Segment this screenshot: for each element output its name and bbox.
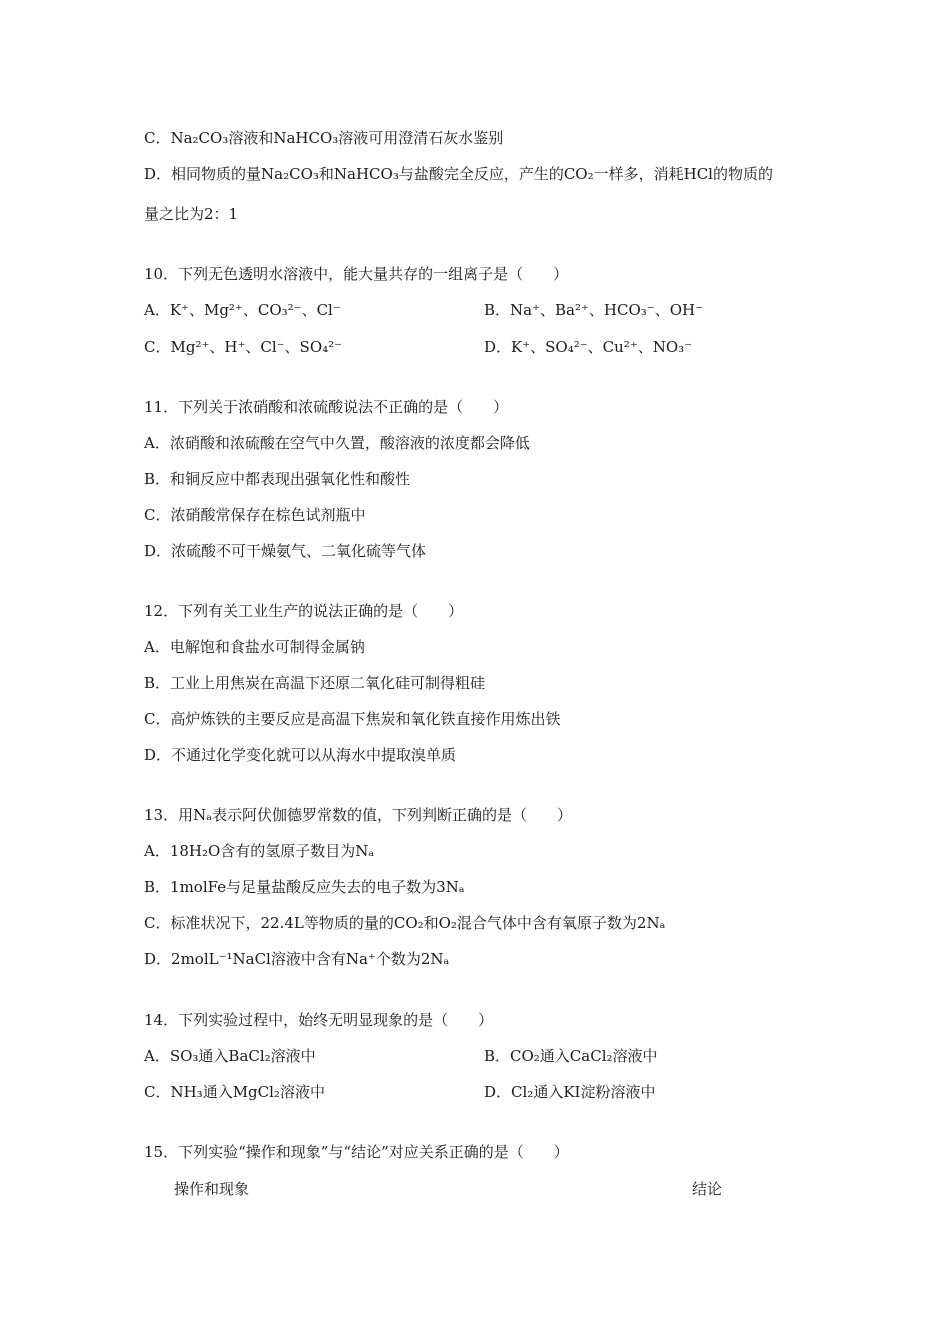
q13-option-a: A．18H₂O含有的氢原子数目为Nₐ <box>144 842 375 860</box>
q14-option-d: D．Cl₂通入KI淀粉溶液中 <box>484 1083 656 1101</box>
q11-option-c: C．浓硝酸常保存在棕色试剂瓶中 <box>144 506 366 524</box>
q9-option-d-line1: D．相同物质的量Na₂CO₃和NaHCO₃与盐酸完全反应，产生的CO₂一样多，消耗HCl的物质的 <box>144 165 773 183</box>
q13-option-d: D．2molL⁻¹NaCl溶液中含有Na⁺个数为2Nₐ <box>144 950 450 968</box>
q10-option-a: A．K⁺、Mg²⁺、CO₃²⁻、Cl⁻ <box>144 301 341 319</box>
q11-option-a: A．浓硝酸和浓硫酸在空气中久置，酸溶液的浓度都会降低 <box>144 434 530 452</box>
q11-stem: 11．下列关于浓硝酸和浓硫酸说法不正确的是（ ） <box>144 398 509 416</box>
q11-option-d: D．浓硫酸不可干燥氨气、二氧化硫等气体 <box>144 542 427 560</box>
q13-option-c: C．标准状况下，22.4L等物质的量的CO₂和O₂混合气体中含有氧原子数为2Nₐ <box>144 914 666 932</box>
q14-option-c: C．NH₃通入MgCl₂溶液中 <box>144 1083 325 1101</box>
q9-option-c: C．Na₂CO₃溶液和NaHCO₃溶液可用澄清石灰水鉴别 <box>144 129 504 147</box>
q14-option-a: A．SO₃通入BaCl₂溶液中 <box>144 1047 316 1065</box>
q12-option-c: C．高炉炼铁的主要反应是高温下焦炭和氧化铁直接作用炼出铁 <box>144 710 561 728</box>
q12-option-d: D．不通过化学变化就可以从海水中提取溴单质 <box>144 746 457 764</box>
q9-option-d-line2: 量之比为2：1 <box>144 205 239 223</box>
q15-table-header-conclusion: 结论 <box>692 1180 723 1198</box>
q10-option-c: C．Mg²⁺、H⁺、Cl⁻、SO₄²⁻ <box>144 338 343 356</box>
q10-stem: 10．下列无色透明水溶液中，能大量共存的一组离子是（ ） <box>144 265 569 283</box>
q12-option-b: B．工业上用焦炭在高温下还原二氧化硅可制得粗硅 <box>144 674 486 692</box>
q11-option-b: B．和铜反应中都表现出强氧化性和酸性 <box>144 470 411 488</box>
q14-option-b: B．CO₂通入CaCl₂溶液中 <box>484 1047 658 1065</box>
q10-option-d: D．K⁺、SO₄²⁻、Cu²⁺、NO₃⁻ <box>484 338 693 356</box>
q15-table-header-operation: 操作和现象 <box>174 1180 250 1198</box>
q10-option-b: B．Na⁺、Ba²⁺、HCO₃⁻、OH⁻ <box>484 301 703 319</box>
q13-stem: 13．用Nₐ表示阿伏伽德罗常数的值，下列判断正确的是（ ） <box>144 806 573 824</box>
q12-stem: 12．下列有关工业生产的说法正确的是（ ） <box>144 602 464 620</box>
q13-option-b: B．1molFe与足量盐酸反应失去的电子数为3Nₐ <box>144 878 465 896</box>
q15-stem: 15．下列实验“操作和现象”与“结论”对应关系正确的是（ ） <box>144 1143 569 1161</box>
q14-stem: 14．下列实验过程中，始终无明显现象的是（ ） <box>144 1011 494 1029</box>
q12-option-a: A．电解饱和食盐水可制得金属钠 <box>144 638 365 656</box>
